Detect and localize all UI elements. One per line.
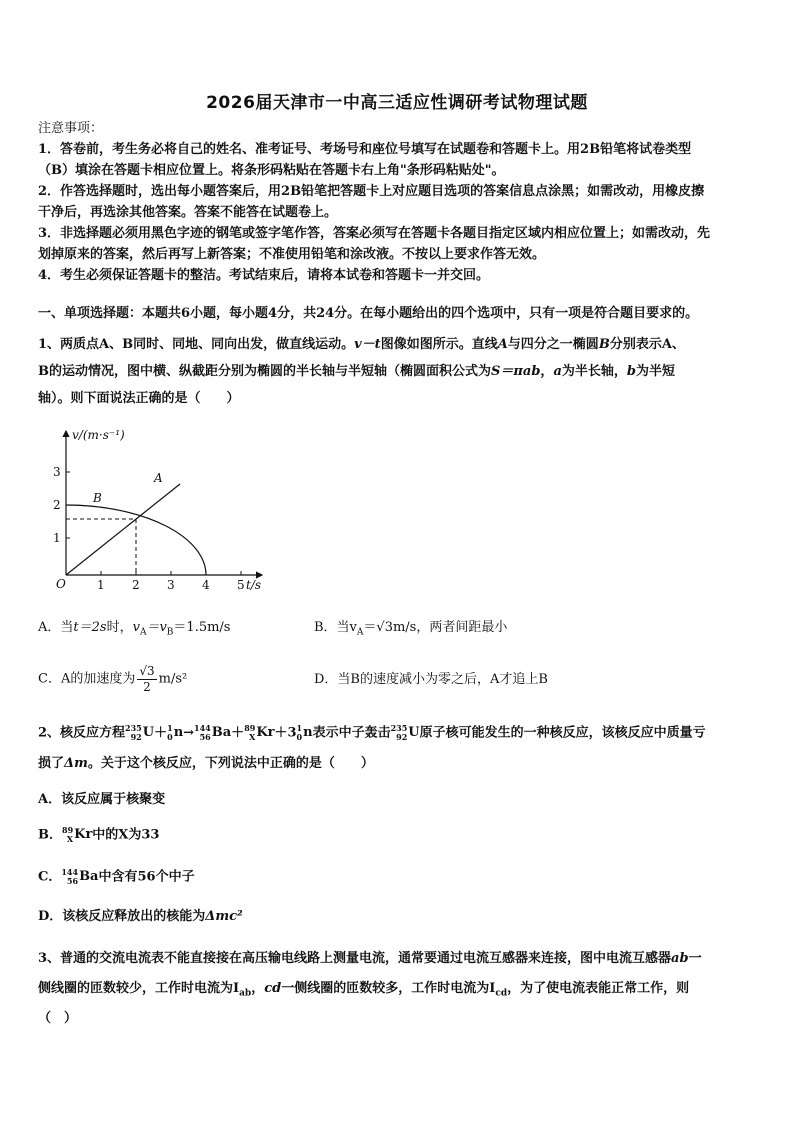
y-axis-label: v/(m·s⁻¹) — [72, 428, 125, 442]
page-title: 2026届天津市一中高三适应性调研考试物理试题 — [206, 93, 588, 113]
fraction: $\frac{√3}{2}$ — [139, 664, 155, 694]
q3-line-2: 侧线圈的匝数较少，工作时电流为$I_{ab}$，cd一侧线圈的匝数较多，工作时电流为$I_{cd}$，为了使电流表能正常工作，则 — [38, 981, 690, 999]
q1-line-1: 1、两质点A、B同时、同地、同向出发，做直线运动。v－t图像如图所示。直线A与四分之一椭圆B分别表示A、 — [38, 337, 685, 352]
notice-item: 4．考生必须保证答题卡的整洁。考试结束后，请将本试卷和答题卡一并交回。 — [38, 268, 490, 283]
x-tick-label: 5 — [237, 578, 245, 592]
y-tick-label: 1 — [53, 531, 61, 545]
notice-section — [38, 118, 758, 286]
q3-line-1: 3、普通的交流电流表不能直接接在高压输电线路上测量电流，通常要通过电流互感器来连接，图中电流互感器ab一 — [38, 951, 702, 966]
question-1-text — [38, 331, 758, 412]
label-B: B — [93, 491, 102, 505]
notice-item: 1．答卷前，考生务必将自己的姓名、准考证号、考场号和座位号填写在试题卷和答题卡上。用2B铅笔将试卷类型 — [38, 142, 692, 157]
q2-line-2: 损了Δm。关于这个核反应，下列说法中正确的是（ ） — [38, 755, 374, 771]
notice-item: 2．作答选择题时，选出每小题答案后，用2B铅笔把答题卡上对应题目选项的答案信息点涂黑；如需改动，用橡皮擦 — [38, 184, 705, 199]
label-A: A — [154, 471, 163, 485]
notice-heading: 注意事项： — [38, 121, 104, 136]
q3-line-3: （ ） — [38, 1011, 78, 1026]
x-tick-label: 2 — [132, 578, 140, 592]
x-tick-label: 3 — [167, 578, 175, 592]
q2-option-A[interactable]: A．该反应属于核聚变 — [38, 792, 166, 807]
notice-item: 3．非选择题必须用黑色字迹的钢笔或签字笔作答，答案必须写在答题卡各题目指定区域内相应位置上；如需改动，先 — [38, 226, 711, 241]
q2-line-1: 2、核反应方程 235 92 U＋ 1 0 n→ 144 56 Ba＋ 89 X Kr＋3 1 0 n表示中子轰击 235 92 U原子核可能发生的一种核反应，该核反应中质量亏 — [38, 722, 706, 742]
notice-item: 划掉原来的答案，然后再写上新答案；不准使用铅笔和涂改液。不按以上要求作答无效。 — [38, 247, 546, 262]
y-tick-label: 2 — [53, 498, 61, 512]
line-A — [66, 484, 180, 575]
q1-option-D[interactable]: D．当B的速度减小为零之后，A才追上B — [314, 672, 548, 687]
q2-option-B[interactable]: B． 89 X Kr中的X为33 — [38, 824, 160, 844]
q1-line-2: B的运动情况，图中横、纵截距分别为椭圆的半长轴与半短轴（椭圆面积公式为S＝πab，a为半长轴，b为半短 — [38, 364, 675, 379]
notice-item: 干净后，再选涂其他答案。答案不能答在试题卷上。 — [38, 205, 338, 220]
origin-label: O — [56, 577, 66, 591]
y-tick-label: 3 — [53, 465, 61, 479]
q1-option-B[interactable]: B．当$v_A=√3m/s$，两者间距最小 — [314, 620, 508, 638]
q2-option-C[interactable]: C． 144 56 Ba中含有56个中子 — [38, 866, 195, 886]
x-tick-label: 4 — [202, 578, 210, 592]
q1-option-A[interactable]: A．当t＝2s时，$v_A=v_B=1.5m/s$ — [38, 620, 231, 638]
q2-option-D[interactable]: D．该核反应释放出的核能为Δmc² — [38, 909, 243, 924]
question-3-text — [38, 944, 758, 1034]
q1-option-C[interactable]: C．A的加速度为 $\frac{√3}{2}$ m/s² — [38, 664, 188, 694]
q1-line-3: 轴）。则下面说法正确的是（ ） — [38, 391, 240, 406]
x-tick-label: 1 — [97, 578, 105, 592]
section-heading: 一、单项选择题：本题共6小题，每小题4分，共24分。在每小题给出的四个选项中，只有一项是符合题目要求的。 — [38, 306, 699, 321]
vt-graph — [50, 425, 280, 593]
x-axis-label: t/s — [246, 578, 262, 592]
question-2-text — [38, 718, 758, 779]
notice-item: （B）填涂在答题卡相应位置上。将条形码粘贴在答题卡右上角"条形码粘贴处"。 — [38, 163, 505, 178]
